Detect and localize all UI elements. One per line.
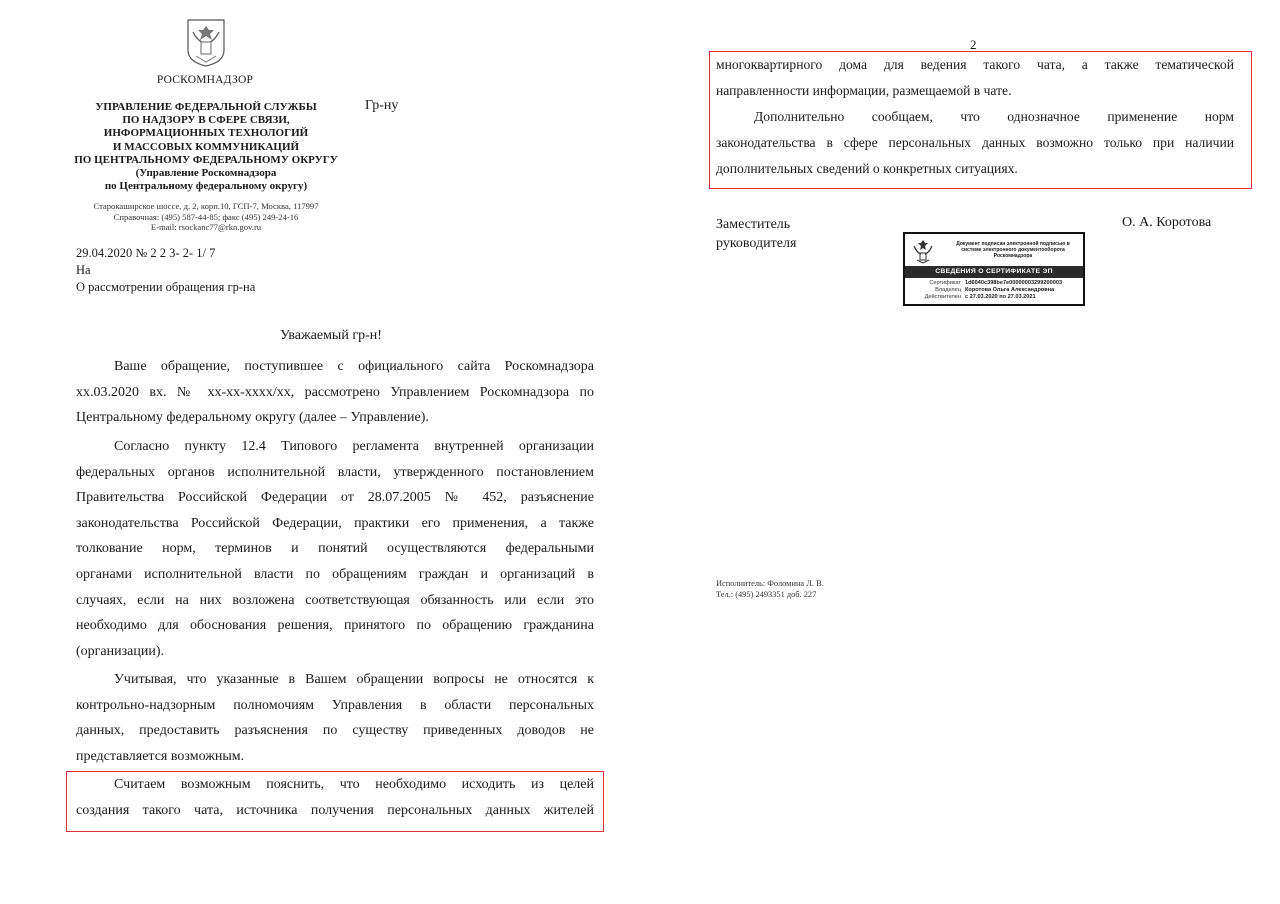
address-line: Справочная: (495) 587-44-85; факс (495) 249-24-16 bbox=[113, 211, 299, 222]
page-number: 2 bbox=[970, 37, 977, 52]
org-full-name bbox=[72, 101, 340, 193]
signatory-name: О. А. Коротова bbox=[1122, 215, 1212, 230]
paragraph-1 bbox=[76, 354, 594, 431]
text-line: (организации). bbox=[76, 643, 164, 659]
highlighted-paragraph-left bbox=[76, 772, 594, 823]
performer-phone: Тел.: (495) 2493351 доб. 227 bbox=[716, 589, 817, 599]
org-line: (Управление Роскомнадзора bbox=[135, 167, 277, 180]
stamp-key: Владелец bbox=[935, 287, 961, 294]
text-line: представляется возможным. bbox=[76, 748, 245, 764]
org-line: УПРАВЛЕНИЕ ФЕДЕРАЛЬНОЙ СЛУЖБЫ bbox=[95, 101, 317, 113]
text-line: необходимо для обоснования решения, принятого по обращению гражданина bbox=[76, 618, 594, 634]
org-short-name: РОСКОМНАДЗОР bbox=[156, 74, 254, 86]
text-line: Центральному федеральному округу (далее – Управление). bbox=[76, 410, 429, 426]
org-line: И МАССОВЫХ КОММУНИКАЦИЙ bbox=[112, 140, 300, 153]
text-line: Согласно пункту 12.4 Типового регламента внутренней организации bbox=[114, 439, 594, 454]
text-line: xx.03.2020 вх. № xx-xx-xxxx/xx, рассмотрено Управлением Роскомнадзора по bbox=[76, 384, 594, 400]
text-line: Ваше обращение, поступившее с официального сайта Роскомнадзора bbox=[114, 359, 594, 374]
text-line: законодательства в сфере персональных данных возможно только при наличии bbox=[716, 135, 1234, 150]
recipient: Гр-ну bbox=[365, 98, 399, 113]
stamp-key: Сертификат bbox=[929, 280, 961, 286]
stamp-emblem-icon bbox=[911, 238, 935, 264]
subject: О рассмотрении обращения гр-на bbox=[76, 280, 256, 294]
stamp-details bbox=[905, 280, 1083, 302]
text-line: толкование норм, терминов и понятий осуществляются федеральными bbox=[76, 541, 594, 557]
text-line: Дополнительно сообщаем, что однозначное применение норм bbox=[754, 109, 1234, 124]
stamp-row-certificate bbox=[905, 280, 1083, 287]
stamp-header bbox=[905, 234, 1083, 266]
email-line: E-mail: rsockanc77@rkn.gov.ru bbox=[150, 222, 262, 233]
highlighted-paragraph-right bbox=[716, 52, 1234, 182]
coat-of-arms-emblem bbox=[184, 16, 228, 68]
org-line: по Центральному федеральному округу) bbox=[104, 180, 308, 193]
text-line: законодательства Российской Федерации, практики его применения, а также bbox=[76, 515, 594, 531]
text-line: Правительства Российской Федерации от 28.07.2005 № 452, разъяснение bbox=[76, 490, 594, 506]
text-line: направленности информации, размещаемой в чате. bbox=[716, 83, 1012, 98]
stamp-row-validity bbox=[905, 294, 1083, 301]
text-line: дополнительных сведений о конкретных ситуациях. bbox=[716, 161, 1018, 176]
text-line: контрольно-надзорным полномочиям Управления в области персональных bbox=[76, 697, 594, 713]
text-line: данных, предоставить разъяснения по существу приведенных доводов не bbox=[76, 723, 594, 739]
position-line: Заместитель bbox=[716, 217, 791, 232]
text-line: органами исполнительной власти по обращениям граждан и организаций в bbox=[76, 566, 594, 582]
in-reply-to: На bbox=[76, 263, 91, 277]
org-address bbox=[72, 201, 340, 233]
e-signature-stamp bbox=[903, 232, 1085, 306]
performer-info bbox=[716, 579, 824, 601]
text-line: Считаем возможным пояснить, что необходимо исходить из целей bbox=[114, 777, 594, 792]
stamp-key: Действителен bbox=[924, 294, 961, 301]
signatory-position bbox=[716, 215, 796, 253]
stamp-note: Документ подписан электронной подписью в системе электронного документооборота Роскомнадзора bbox=[956, 241, 1070, 259]
document-meta bbox=[76, 245, 255, 296]
text-line: федеральных органов исполнительной власти, утвержденного постановлением bbox=[76, 464, 594, 480]
address-line: Старокаширское шоссе, д. 2, корп.10, ГСП-7, Москва, 117997 bbox=[93, 201, 319, 211]
org-line: ИНФОРМАЦИОННЫХ ТЕХНОЛОГИЙ bbox=[103, 127, 309, 140]
greeting: Уважаемый гр-н! bbox=[280, 328, 382, 343]
stamp-value: 1d6040c398be7e00000003299200003 bbox=[965, 280, 1063, 286]
performer-name: Исполнитель: Фоломина Л. В. bbox=[716, 579, 824, 588]
stamp-title-bar: СВЕДЕНИЯ О СЕРТИФИКАТЕ ЭП bbox=[905, 266, 1083, 278]
text-line: Учитывая, что указанные в Вашем обращении вопросы не относятся к bbox=[114, 672, 594, 687]
text-line: создания такого чата, источника получения персональных данных жителей bbox=[76, 802, 594, 818]
org-line: ПО ЦЕНТРАЛЬНОМУ ФЕДЕРАЛЬНОМУ ОКРУГУ bbox=[74, 153, 338, 166]
stamp-value: Коротова Ольга Александровна bbox=[965, 287, 1055, 294]
stamp-value: с 27.03.2020 по 27.03.2021 bbox=[965, 294, 1036, 301]
text-line: случаях, если на них возложена соответствующая обязанность или если это bbox=[76, 592, 594, 608]
text-line: многоквартирного дома для ведения такого чата, а также тематической bbox=[716, 57, 1234, 72]
paragraph-3 bbox=[76, 667, 594, 769]
position-line: руководителя bbox=[716, 236, 797, 251]
date-number: 29.04.2020 № 2 2 3- 2- 1/ 7 bbox=[76, 246, 216, 260]
org-line: ПО НАДЗОРУ В СФЕРЕ СВЯЗИ, bbox=[122, 114, 290, 127]
paragraph-2 bbox=[76, 434, 594, 664]
